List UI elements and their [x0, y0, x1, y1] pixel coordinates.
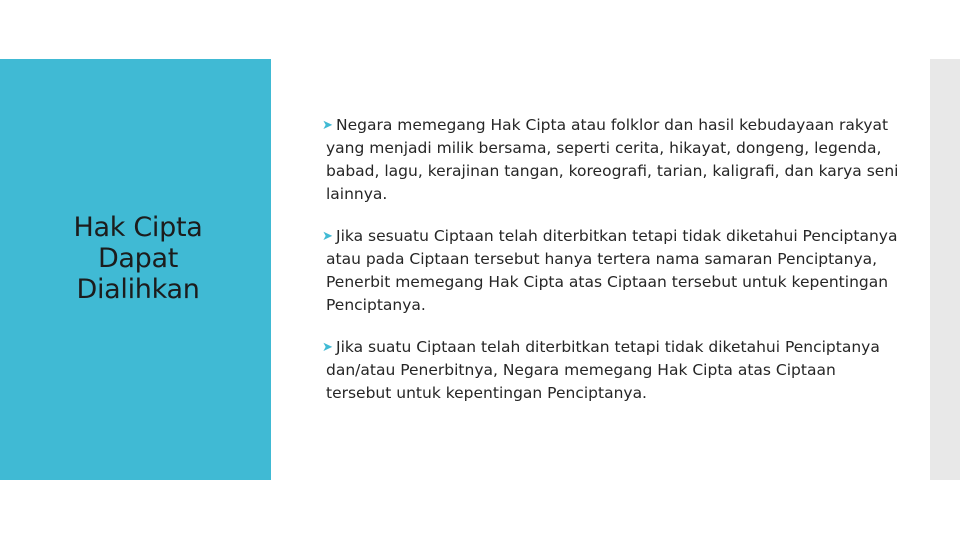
bullet-item [322, 114, 902, 206]
title-line: Dapat [97, 243, 179, 274]
arrow-bullet-icon: ➤ [322, 229, 333, 244]
bullet-list [322, 114, 902, 424]
bullet-text: Negara memegang Hak Cipta atau folklor dan hasil kebudayaan rakyat yang menjadi milik bersama, seperti cerita, hikayat, dongeng, legenda, babad, lagu, kerajinan tangan, koreografi, tarian, kaligrafi, dan karya seni lainnya. [326, 116, 899, 203]
side-strip [930, 59, 960, 480]
title-line: Dialihkan [76, 274, 200, 305]
title-line: Hak Cipta [73, 212, 203, 243]
bullet-item [322, 336, 902, 405]
bullet-text: Jika sesuatu Ciptaan telah diterbitkan tetapi tidak diketahui Penciptanya atau pada Ciptaan tersebut hanya tertera nama samaran Penciptanya, Penerbit memegang Hak Cipta atas Ciptaan tersebut untuk kepentingan Penciptanya. [326, 227, 898, 314]
bullet-text: Jika suatu Ciptaan telah diterbitkan tetapi tidak diketahui Penciptanya dan/atau Penerbitnya, Negara memegang Hak Cipta atas Ciptaan tersebut untuk kepentingan Penciptanya. [326, 338, 880, 402]
slide-title [40, 212, 236, 305]
arrow-bullet-icon: ➤ [322, 340, 333, 355]
arrow-bullet-icon: ➤ [322, 118, 333, 133]
bullet-item [322, 225, 902, 317]
